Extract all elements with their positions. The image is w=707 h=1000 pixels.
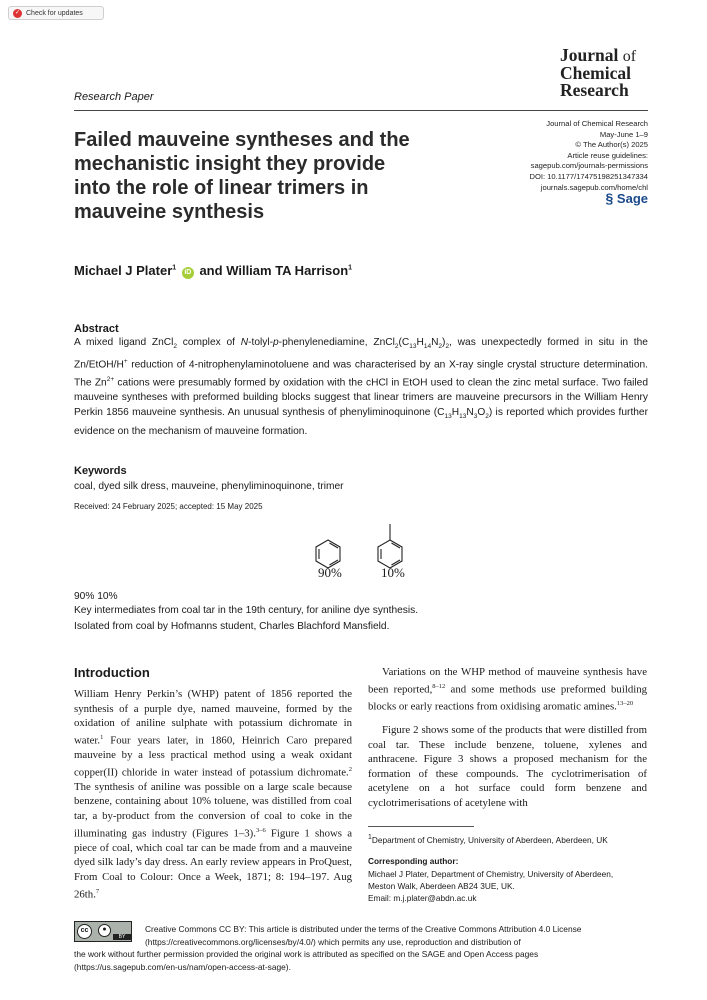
- keywords-text: coal, dyed silk dress, mauveine, phenyliminoquinone, trimer: [74, 481, 344, 492]
- license-line-4[interactable]: (https://us.sagepub.com/en-us/nam/open-access-at-sage).: [74, 962, 291, 972]
- author-email[interactable]: Email: m.j.plater@abdn.ac.uk: [368, 893, 477, 903]
- meta-reuse-link[interactable]: sagepub.com/journals-permissions: [530, 161, 648, 171]
- meta-reuse: Article reuse guidelines:: [567, 150, 648, 160]
- keywords-heading: Keywords: [74, 465, 127, 477]
- benzene-structure: [316, 540, 340, 568]
- abstract-text: A mixed ligand ZnCl$_2$ complex of N-tolyl-p-phenylenediamine, $ZnCl_2(C_{13}H_{14}N_2)_2$, was unexpectedly formed in situ in the Zn/EtOH/H+ reduction of 4-nitrophenylaminotoluene and was characterised by an X-ray single crystal structure determination. The $Zn^{2+}$ cations were presumably formed by oxidation with the cHCl in EtOH used to clean the zinc metal surface. Two failed mauveine syntheses with preformed building blocks suggest that linear trimers are mauveine precursors in the William Henry Perkin 1856 mauveine synthesis. An unusual synthesis of phenyliminoquinone $(C_{13}H_{13}N_3O_2)$ is reported which provides further evidence on the mechanism of mauveine formation.: [74, 337, 648, 437]
- article-title: Failed mauveine syntheses and the mechanistic insight they provide into the role of linear trimers in mauveine synthesis: [74, 129, 410, 223]
- figure-caption-line2: Key intermediates from coal tar in the 19th century, for aniline dye synthesis.: [74, 605, 419, 616]
- license-line-3: the work without further permission provided the original work is attributed as specified on the SAGE and Open Access pages: [74, 949, 539, 959]
- author-plater: Michael J Plater: [74, 263, 173, 278]
- figure-caption-line1: 90% 10%: [74, 591, 118, 602]
- journal-logo: Journal of Chemical Research: [560, 45, 637, 100]
- corresponding-author-details: Michael J Plater, Department of Chemistry, University of Aberdeen, Meston Walk, Aberdeen AB24 3UE, UK. Email: m.j.plater@abdn.ac.uk: [368, 868, 648, 904]
- intro-right-column: [368, 665, 647, 811]
- author-list: Michael J Plater$^1$ iD and William TA Harrison$^1$: [74, 263, 353, 278]
- meta-copyright: © The Author(s) 2025: [575, 140, 648, 150]
- sage-logo: § Sage: [605, 190, 648, 206]
- attribution-person-icon: ●: [98, 924, 111, 937]
- footnote-divider: [368, 826, 474, 827]
- intro-paragraph-2: Variations on the WHP method of mauveine synthesis have been reported,$^{8-12}$ and some methods use preformed building blocks or early reactions from oxidising aromatic amines.$^{13-20}$: [368, 666, 648, 713]
- introduction-heading: Introduction: [74, 665, 150, 680]
- affiliation-footnote: $^1$Department of Chemistry, University of Aberdeen, Aberdeen, UK: [368, 834, 608, 845]
- author-harrison: William TA Harrison: [226, 263, 349, 278]
- cc-by-badge[interactable]: cc ● BY: [74, 921, 132, 942]
- license-line-2[interactable]: (https://creativecommons.org/licenses/by/4.0/) which permits any use, reproduction and distribution of: [145, 937, 521, 947]
- toluene-structure: [378, 524, 402, 568]
- article-type: Research Paper: [74, 91, 154, 103]
- creative-commons-icon: cc: [77, 924, 92, 939]
- sage-logo-icon: §: [605, 190, 614, 206]
- license-line-1: Creative Commons CC BY: This article is distributed under the terms of the Creative Commons Attribution 4.0 License: [145, 924, 582, 934]
- intro-left-column: [74, 687, 352, 902]
- check-updates-label: Check for updates: [26, 10, 83, 17]
- orcid-icon[interactable]: iD: [182, 267, 194, 279]
- check-for-updates-button[interactable]: [8, 6, 104, 20]
- header-divider: [74, 110, 648, 111]
- abstract-heading: Abstract: [74, 323, 119, 335]
- meta-issue: May-June 1–9: [599, 129, 648, 139]
- intro-paragraph-3: Figure 2 shows some of the products that were distilled from coal tar. These include benzene, toluene, xylenes and anthracene. Figure 3 shows a proposed mechanism for the formation of these compounds. The cyclotrimerisation of acetylene on a hot surface could form benzene and cyclotrimerisations of acetylene with: [368, 723, 647, 809]
- meta-home-link[interactable]: journals.sagepub.com/home/chl: [540, 182, 648, 192]
- received-dates: Received: 24 February 2025; accepted: 15 May 2025: [74, 502, 263, 511]
- figure-caption-line3: Isolated from coal by Hofmanns student, Charles Blachford Mansfield.: [74, 621, 390, 632]
- check-updates-icon: ✓: [14, 10, 21, 16]
- corresponding-author-heading: Corresponding author:: [368, 856, 459, 866]
- meta-doi[interactable]: DOI: 10.1177/17475198251347334: [529, 171, 648, 181]
- article-meta: [529, 119, 648, 193]
- toluene-percent-label: 10%: [381, 565, 405, 580]
- intro-paragraph-1: William Henry Perkin’s (WHP) patent of 1856 reported the synthesis of a purple dye, named mauveine, formed by the oxidation of aniline sulphate with potassium dichromate in water.$^1$ Four years later, in 1860, Heinrich Caro prepared mauveine by a less practical method using a weak oxidant copper(II) chloride in water instead of potassium dichromate.$^2$ The synthesis of aniline was possible on a large scale because benzene, containing about 10% toluene, was distilled from coal tar, a by-product from the conversion of coal to coke in the illuminating gas industry (Figures 1–3).$^{3-6}$ Figure 1 shows a piece of coal, which coal tar can be made from and a mauveine dyed silk lady’s day dress. An early review appears in ProQuest, From Coal to Colour: Once a Week, 1871; 8: 194–197. Aug 26th.$^7$: [74, 688, 352, 901]
- benzene-percent-label: 90%: [318, 565, 342, 580]
- meta-journal: Journal of Chemical Research: [546, 119, 648, 128]
